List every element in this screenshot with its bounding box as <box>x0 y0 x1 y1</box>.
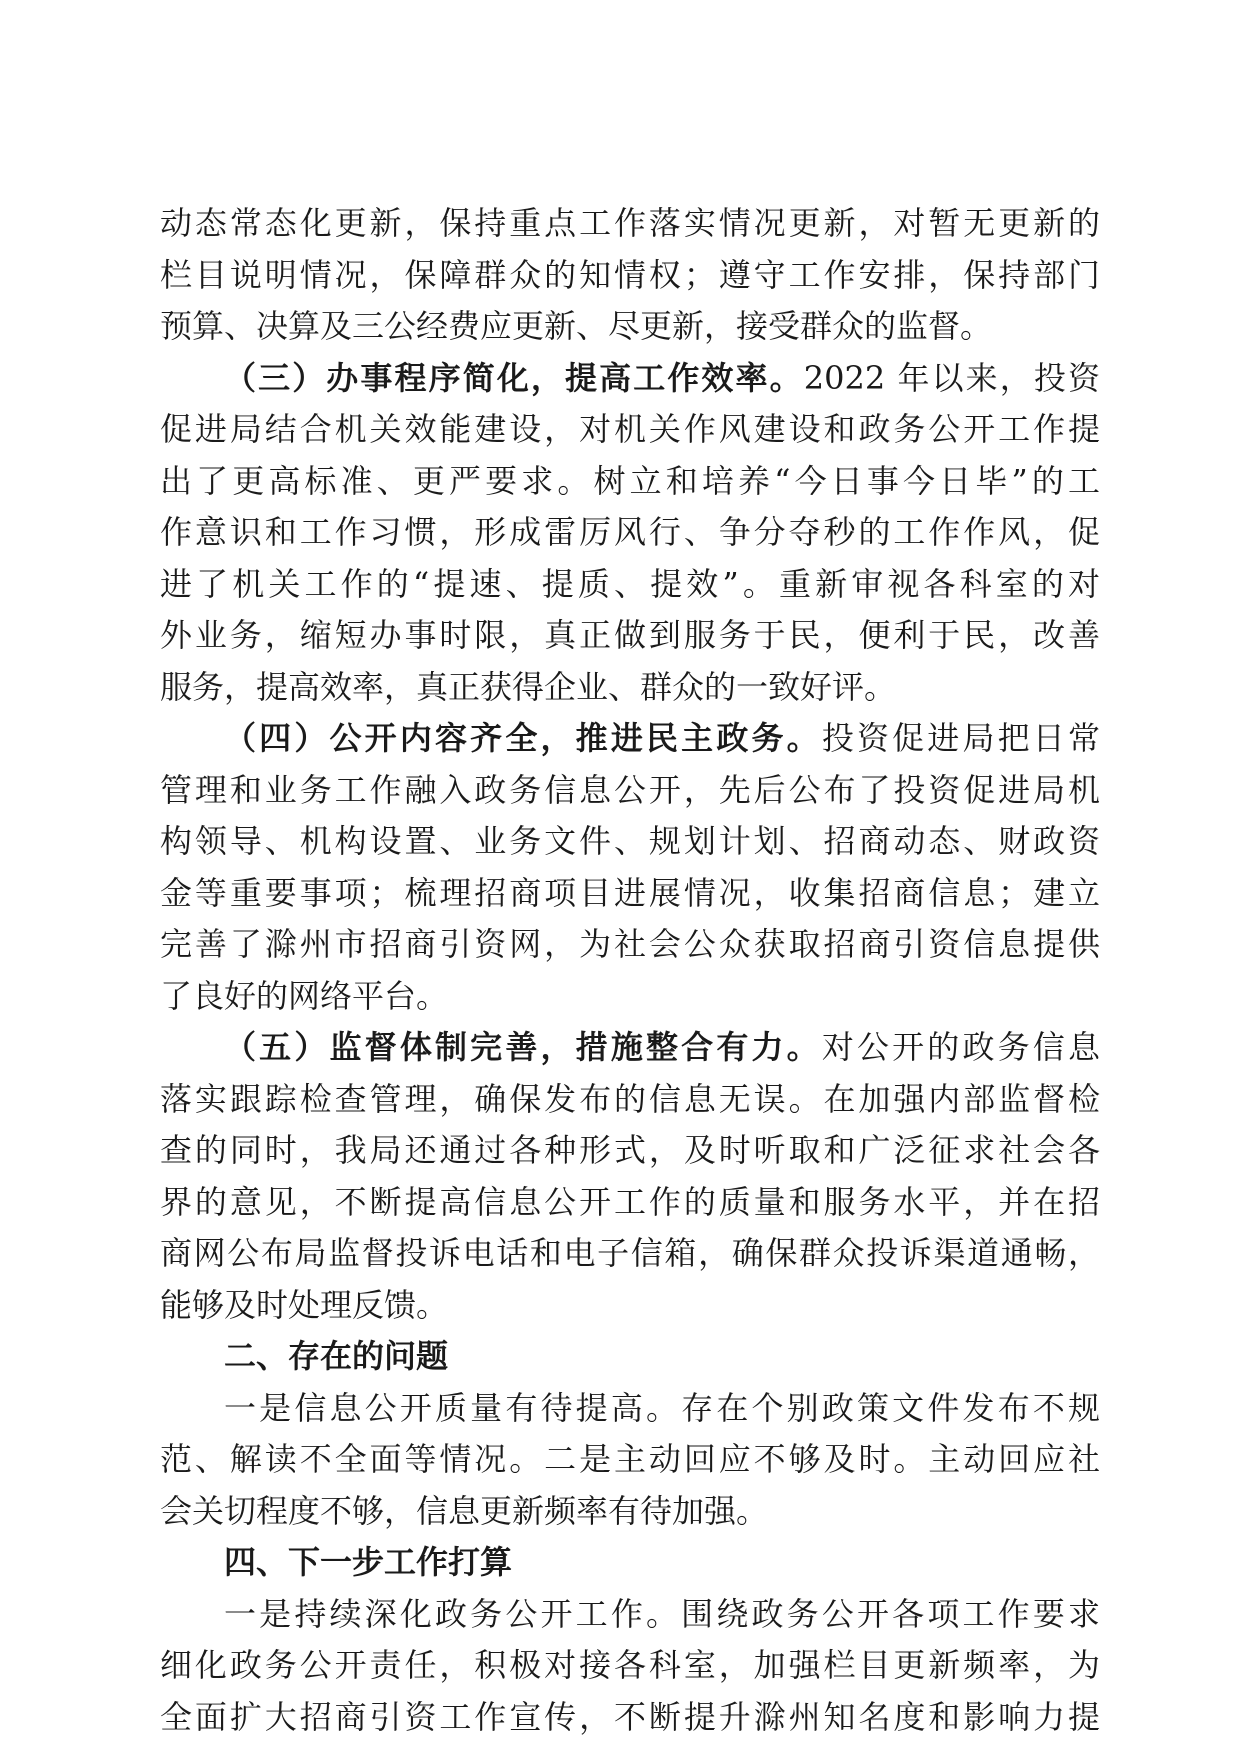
text-line: 一是持续深化政务公开工作。围绕政务公开各项工作要求 <box>224 1594 1100 1633</box>
text-line: 了良好的网络平台。 <box>160 976 449 1015</box>
section-5-first-line <box>160 1022 1100 1074</box>
section-5-paragraph <box>160 1022 1100 1331</box>
part-2-paragraph <box>160 1383 1100 1538</box>
text-line: 构领导、机构设置、业务文件、规划计划、招商动态、财政资 <box>160 822 1100 860</box>
section-4-first-line <box>160 713 1100 765</box>
section-3-first-line-text: 2022 年以来，投资 <box>803 358 1100 397</box>
section-4-heading: （四）公开内容齐全，推进民主政务。 <box>224 719 822 757</box>
section-4-first-line-text: 投资促进局把日常 <box>821 719 1100 757</box>
part-4-heading: 四、下一步工作打算 <box>224 1543 513 1581</box>
part-4-paragraph <box>160 1589 1100 1744</box>
text-line: 细化政务公开责任，积极对接各科室，加强栏目更新频率，为 <box>160 1646 1100 1684</box>
text-line: 能够及时处理反馈。 <box>160 1285 449 1324</box>
body-text <box>160 198 1100 1743</box>
text-line: 管理和业务工作融入政务信息公开，先后公布了投资促进局机 <box>160 770 1100 809</box>
text-line: 服务，提高效率，真正获得企业、群众的一致好评。 <box>160 667 897 706</box>
paragraph-continuation <box>160 198 1100 353</box>
text-line: 进了机关工作的“提速、提质、提效”。重新审视各科室的对 <box>160 564 1100 603</box>
section-4-paragraph <box>160 713 1100 1022</box>
section-5-heading: （五）监督体制完善，措施整合有力。 <box>224 1028 822 1066</box>
text-line: 动态常态化更新，保持重点工作落实情况更新，对暂无更新的 <box>160 204 1100 242</box>
text-line: 完善了滁州市招商引资网，为社会公众获取招商引资信息提供 <box>160 925 1100 963</box>
text-line: 范、解读不全面等情况。二是主动回应不够及时。主动回应社 <box>160 1440 1100 1478</box>
text-line: 界的意见，不断提高信息公开工作的质量和服务水平，并在招 <box>160 1182 1100 1221</box>
text-line: 外业务，缩短办事时限，真正做到服务于民，便利于民，改善 <box>160 616 1100 654</box>
text-line: 出了更高标准、更严要求。树立和培养“今日事今日毕”的工 <box>160 461 1100 500</box>
section-3-paragraph <box>160 353 1100 714</box>
section-3-first-line <box>160 353 1100 405</box>
text-line: 落实跟踪检查管理，确保发布的信息无误。在加强内部监督检 <box>160 1079 1100 1118</box>
text-line: 商网公布局监督投诉电话和电子信箱，确保群众投诉渠道通畅， <box>160 1234 1100 1272</box>
text-line: 作意识和工作习惯，形成雷厉风行、争分夺秒的工作作风，促 <box>160 513 1100 551</box>
text-line: 全面扩大招商引资工作宣传，不断提升滁州知名度和影响力提 <box>160 1697 1100 1736</box>
text-line: 查的同时，我局还通过各种形式，及时听取和广泛征求社会各 <box>160 1131 1100 1169</box>
text-line: 预算、决算及三公经费应更新、尽更新，接受群众的监督。 <box>160 307 993 345</box>
text-line: 一是信息公开质量有待提高。存在个别政策文件发布不规 <box>224 1388 1100 1427</box>
text-line: 会关切程度不够，信息更新频率有待加强。 <box>160 1491 769 1530</box>
text-line: 促进局结合机关效能建设，对机关作风建设和政务公开工作提 <box>160 410 1100 448</box>
text-line: 栏目说明情况，保障群众的知情权；遵守工作安排，保持部门 <box>160 255 1100 294</box>
section-5-first-line-text: 对公开的政务信息 <box>821 1028 1100 1066</box>
part-2-heading: 二、存在的问题 <box>224 1337 449 1375</box>
text-line: 金等重要事项；梳理招商项目进展情况，收集招商信息；建立 <box>160 873 1100 912</box>
section-3-heading: （三）办事程序简化，提高工作效率。 <box>224 358 804 397</box>
